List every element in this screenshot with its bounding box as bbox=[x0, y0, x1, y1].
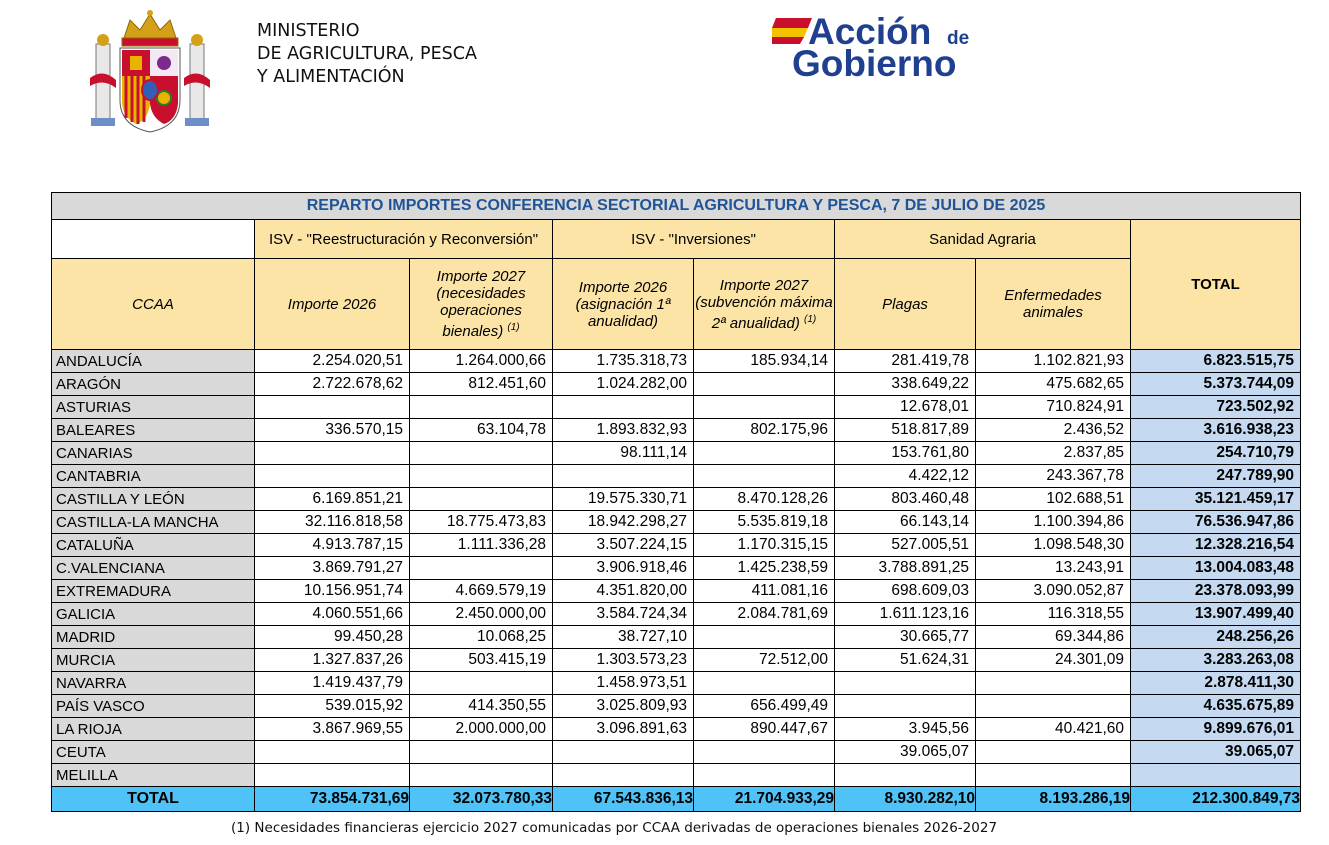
amount-cell bbox=[694, 396, 835, 419]
svg-text:de: de bbox=[947, 28, 970, 49]
ccaa-name: BALEARES bbox=[52, 419, 255, 442]
amount-cell bbox=[835, 672, 976, 695]
table-row bbox=[52, 350, 1301, 373]
amount-cell bbox=[976, 741, 1131, 764]
ccaa-name: LA RIOJA bbox=[52, 718, 255, 741]
amount-cell: 3.906.918,46 bbox=[553, 557, 694, 580]
col-subvencion-header bbox=[694, 259, 835, 350]
amount-cell: 243.367,78 bbox=[976, 465, 1131, 488]
table-row bbox=[52, 695, 1301, 718]
ministry-line-3: Y ALIMENTACIÓN bbox=[257, 67, 405, 87]
amount-cell: 4.422,12 bbox=[835, 465, 976, 488]
amount-cell: 63.104,78 bbox=[410, 419, 553, 442]
svg-text:Acción: Acción bbox=[808, 11, 932, 52]
amount-cell: 18.775.473,83 bbox=[410, 511, 553, 534]
amount-cell bbox=[976, 764, 1131, 787]
blank-header-cell bbox=[52, 220, 255, 259]
amount-cell: 2.837,85 bbox=[976, 442, 1131, 465]
amount-cell bbox=[410, 764, 553, 787]
table-title: REPARTO IMPORTES CONFERENCIA SECTORIAL AGRICULTURA Y PESCA, 7 DE JULIO DE 2025 bbox=[52, 193, 1301, 220]
row-total-cell: 723.502,92 bbox=[1131, 396, 1301, 419]
row-total-cell: 254.710,79 bbox=[1131, 442, 1301, 465]
table-row bbox=[52, 580, 1301, 603]
total-cell: 67.543.836,13 bbox=[553, 787, 694, 812]
amount-cell: 338.649,22 bbox=[835, 373, 976, 396]
amount-cell: 3.507.224,15 bbox=[553, 534, 694, 557]
row-total-cell: 76.536.947,86 bbox=[1131, 511, 1301, 534]
amount-cell: 3.945,56 bbox=[835, 718, 976, 741]
amount-cell: 812.451,60 bbox=[410, 373, 553, 396]
amount-cell: 39.065,07 bbox=[835, 741, 976, 764]
amount-cell: 475.682,65 bbox=[976, 373, 1131, 396]
amount-cell: 281.419,78 bbox=[835, 350, 976, 373]
amount-cell: 3.090.052,87 bbox=[976, 580, 1131, 603]
row-total-cell: 5.373.744,09 bbox=[1131, 373, 1301, 396]
amount-cell: 24.301,09 bbox=[976, 649, 1131, 672]
col-plagas-header: Plagas bbox=[835, 259, 976, 350]
ccaa-name: MADRID bbox=[52, 626, 255, 649]
row-total-cell: 6.823.515,75 bbox=[1131, 350, 1301, 373]
row-total-cell bbox=[1131, 764, 1301, 787]
amount-cell: 1.893.832,93 bbox=[553, 419, 694, 442]
row-total-cell: 12.328.216,54 bbox=[1131, 534, 1301, 557]
table-row bbox=[52, 718, 1301, 741]
amount-cell: 890.447,67 bbox=[694, 718, 835, 741]
amount-cell: 66.143,14 bbox=[835, 511, 976, 534]
amount-cell: 698.609,03 bbox=[835, 580, 976, 603]
amount-cell bbox=[255, 442, 410, 465]
row-total-cell: 39.065,07 bbox=[1131, 741, 1301, 764]
col-asignacion-header: Importe 2026 (asignación 1ª anualidad) bbox=[553, 259, 694, 350]
amount-cell: 99.450,28 bbox=[255, 626, 410, 649]
amount-cell: 539.015,92 bbox=[255, 695, 410, 718]
amount-cell: 803.460,48 bbox=[835, 488, 976, 511]
amount-cell: 2.722.678,62 bbox=[255, 373, 410, 396]
row-total-cell: 2.878.411,30 bbox=[1131, 672, 1301, 695]
amount-cell bbox=[410, 465, 553, 488]
amount-cell: 1.611.123,16 bbox=[835, 603, 976, 626]
amount-cell: 8.470.128,26 bbox=[694, 488, 835, 511]
row-total-cell: 247.789,90 bbox=[1131, 465, 1301, 488]
amount-cell: 518.817,89 bbox=[835, 419, 976, 442]
ministry-line-2: DE AGRICULTURA, PESCA bbox=[257, 44, 477, 64]
amount-cell bbox=[255, 741, 410, 764]
amount-cell: 3.867.969,55 bbox=[255, 718, 410, 741]
amount-cell bbox=[410, 741, 553, 764]
row-total-cell: 13.907.499,40 bbox=[1131, 603, 1301, 626]
row-total-cell: 248.256,26 bbox=[1131, 626, 1301, 649]
ccaa-name: GALICIA bbox=[52, 603, 255, 626]
row-total-cell: 4.635.675,89 bbox=[1131, 695, 1301, 718]
amount-cell bbox=[255, 764, 410, 787]
table-row bbox=[52, 373, 1301, 396]
amount-cell: 153.761,80 bbox=[835, 442, 976, 465]
footnote-ref: (1) bbox=[507, 322, 520, 333]
amount-cell: 4.913.787,15 bbox=[255, 534, 410, 557]
amount-cell: 1.303.573,23 bbox=[553, 649, 694, 672]
amount-cell: 4.060.551,66 bbox=[255, 603, 410, 626]
amount-cell: 72.512,00 bbox=[694, 649, 835, 672]
ccaa-name: ANDALUCÍA bbox=[52, 350, 255, 373]
amount-cell: 411.081,16 bbox=[694, 580, 835, 603]
table-row bbox=[52, 649, 1301, 672]
amount-cell bbox=[410, 396, 553, 419]
ministry-line-1: MINISTERIO bbox=[257, 21, 360, 41]
amount-cell: 10.068,25 bbox=[410, 626, 553, 649]
amount-cell: 30.665,77 bbox=[835, 626, 976, 649]
row-total-cell: 9.899.676,01 bbox=[1131, 718, 1301, 741]
amount-cell bbox=[694, 442, 835, 465]
col-enfermedades-header: Enfermedades animales bbox=[976, 259, 1131, 350]
ccaa-name: CANTABRIA bbox=[52, 465, 255, 488]
total-cell: 8.193.286,19 bbox=[976, 787, 1131, 812]
amount-cell bbox=[410, 488, 553, 511]
ccaa-name: C.VALENCIANA bbox=[52, 557, 255, 580]
amount-cell: 3.096.891,63 bbox=[553, 718, 694, 741]
ccaa-name: ARAGÓN bbox=[52, 373, 255, 396]
amount-cell: 710.824,91 bbox=[976, 396, 1131, 419]
amount-cell: 802.175,96 bbox=[694, 419, 835, 442]
amount-cell: 12.678,01 bbox=[835, 396, 976, 419]
table-row bbox=[52, 442, 1301, 465]
amount-cell bbox=[255, 465, 410, 488]
group-sanidad-agraria: Sanidad Agraria bbox=[835, 220, 1131, 259]
amount-cell bbox=[835, 695, 976, 718]
ministry-name bbox=[257, 20, 477, 89]
amount-cell: 38.727,10 bbox=[553, 626, 694, 649]
totals-label: TOTAL bbox=[52, 787, 255, 812]
table-row bbox=[52, 396, 1301, 419]
ccaa-name: MURCIA bbox=[52, 649, 255, 672]
footnote: (1) Necesidades financieras ejercicio 2027 comunicadas por CCAA derivadas de operaciones bienales 2026-2027 bbox=[231, 820, 998, 836]
footnote-ref: (1) bbox=[804, 313, 817, 325]
ccaa-name: CEUTA bbox=[52, 741, 255, 764]
spain-coat-of-arms-logo bbox=[88, 8, 212, 134]
amount-cell bbox=[976, 695, 1131, 718]
table-row bbox=[52, 557, 1301, 580]
table-row bbox=[52, 672, 1301, 695]
amount-cell: 3.025.809,93 bbox=[553, 695, 694, 718]
table-row bbox=[52, 764, 1301, 787]
col-subvencion-label: Importe 2027 (subvención máxima 2ª anualidad) bbox=[695, 276, 833, 332]
amount-cell: 527.005,51 bbox=[835, 534, 976, 557]
ccaa-name: EXTREMADURA bbox=[52, 580, 255, 603]
amount-cell: 1.264.000,66 bbox=[410, 350, 553, 373]
amount-cell: 13.243,91 bbox=[976, 557, 1131, 580]
amount-cell bbox=[694, 465, 835, 488]
amount-cell bbox=[553, 396, 694, 419]
amount-cell: 102.688,51 bbox=[976, 488, 1131, 511]
amount-cell bbox=[694, 741, 835, 764]
group-isv-inversiones: ISV - "Inversiones" bbox=[553, 220, 835, 259]
table-row bbox=[52, 603, 1301, 626]
amount-cell: 4.669.579,19 bbox=[410, 580, 553, 603]
group-isv-reestructuracion: ISV - "Reestructuración y Reconversión" bbox=[255, 220, 553, 259]
amount-cell bbox=[835, 764, 976, 787]
amount-cell bbox=[694, 373, 835, 396]
amount-cell: 1.170.315,15 bbox=[694, 534, 835, 557]
amount-cell bbox=[553, 764, 694, 787]
amount-cell bbox=[694, 672, 835, 695]
amount-cell: 503.415,19 bbox=[410, 649, 553, 672]
grand-total-cell: 212.300.849,73 bbox=[1131, 787, 1301, 812]
amount-cell bbox=[553, 741, 694, 764]
amount-cell: 51.624,31 bbox=[835, 649, 976, 672]
amount-cell: 1.458.973,51 bbox=[553, 672, 694, 695]
amount-cell: 2.000.000,00 bbox=[410, 718, 553, 741]
ccaa-name: CASTILLA-LA MANCHA bbox=[52, 511, 255, 534]
table-row bbox=[52, 465, 1301, 488]
row-total-cell: 13.004.083,48 bbox=[1131, 557, 1301, 580]
amount-cell: 1.327.837,26 bbox=[255, 649, 410, 672]
amount-cell: 4.351.820,00 bbox=[553, 580, 694, 603]
amount-cell: 1.100.394,86 bbox=[976, 511, 1131, 534]
amount-cell: 3.869.791,27 bbox=[255, 557, 410, 580]
amount-cell: 5.535.819,18 bbox=[694, 511, 835, 534]
amount-cell: 2.436,52 bbox=[976, 419, 1131, 442]
row-total-cell: 35.121.459,17 bbox=[1131, 488, 1301, 511]
col-importe-2026-header: Importe 2026 bbox=[255, 259, 410, 350]
row-total-cell: 3.283.263,08 bbox=[1131, 649, 1301, 672]
total-cell: 73.854.731,69 bbox=[255, 787, 410, 812]
amount-cell: 40.421,60 bbox=[976, 718, 1131, 741]
table-row bbox=[52, 741, 1301, 764]
amount-cell bbox=[694, 764, 835, 787]
ccaa-name: CATALUÑA bbox=[52, 534, 255, 557]
amount-cell bbox=[694, 626, 835, 649]
amount-cell: 18.942.298,27 bbox=[553, 511, 694, 534]
col-importe-2027-header bbox=[410, 259, 553, 350]
amount-cell: 6.169.851,21 bbox=[255, 488, 410, 511]
amount-cell: 414.350,55 bbox=[410, 695, 553, 718]
amount-cell: 3.584.724,34 bbox=[553, 603, 694, 626]
ccaa-name: ASTURIAS bbox=[52, 396, 255, 419]
amount-cell bbox=[410, 557, 553, 580]
total-cell: 21.704.933,29 bbox=[694, 787, 835, 812]
amount-cell: 98.111,14 bbox=[553, 442, 694, 465]
amount-cell bbox=[410, 672, 553, 695]
total-column-header: TOTAL bbox=[1131, 220, 1301, 350]
ccaa-name: PAÍS VASCO bbox=[52, 695, 255, 718]
table-body bbox=[52, 350, 1301, 787]
table-row bbox=[52, 626, 1301, 649]
col-importe-2027-label: Importe 2027 (necesidades operaciones bienales) bbox=[436, 268, 526, 340]
amount-cell: 1.111.336,28 bbox=[410, 534, 553, 557]
amount-cell: 19.575.330,71 bbox=[553, 488, 694, 511]
ccaa-name: NAVARRA bbox=[52, 672, 255, 695]
ccaa-name: MELILLA bbox=[52, 764, 255, 787]
amount-cell: 1.425.238,59 bbox=[694, 557, 835, 580]
table-row bbox=[52, 534, 1301, 557]
amount-cell: 336.570,15 bbox=[255, 419, 410, 442]
amount-cell: 1.024.282,00 bbox=[553, 373, 694, 396]
amount-cell: 10.156.951,74 bbox=[255, 580, 410, 603]
amount-cell: 1.098.548,30 bbox=[976, 534, 1131, 557]
amount-cell: 656.499,49 bbox=[694, 695, 835, 718]
total-cell: 32.073.780,33 bbox=[410, 787, 553, 812]
amount-cell: 2.254.020,51 bbox=[255, 350, 410, 373]
amount-cell: 116.318,55 bbox=[976, 603, 1131, 626]
amount-cell: 1.102.821,93 bbox=[976, 350, 1131, 373]
ccaa-header: CCAA bbox=[52, 259, 255, 350]
svg-text:Gobierno: Gobierno bbox=[792, 43, 957, 80]
amount-cell: 1.419.437,79 bbox=[255, 672, 410, 695]
amount-cell: 3.788.891,25 bbox=[835, 557, 976, 580]
accion-de-gobierno-logo bbox=[772, 8, 987, 80]
row-total-cell: 23.378.093,99 bbox=[1131, 580, 1301, 603]
amount-cell: 2.084.781,69 bbox=[694, 603, 835, 626]
ccaa-name: CANARIAS bbox=[52, 442, 255, 465]
amount-cell bbox=[255, 396, 410, 419]
table-row bbox=[52, 488, 1301, 511]
amount-cell: 69.344,86 bbox=[976, 626, 1131, 649]
distribution-table bbox=[51, 192, 1301, 812]
ccaa-name: CASTILLA Y LEÓN bbox=[52, 488, 255, 511]
amount-cell bbox=[976, 672, 1131, 695]
amount-cell bbox=[410, 442, 553, 465]
amount-cell: 2.450.000,00 bbox=[410, 603, 553, 626]
totals-row bbox=[52, 787, 1301, 812]
table-row bbox=[52, 419, 1301, 442]
amount-cell: 1.735.318,73 bbox=[553, 350, 694, 373]
row-total-cell: 3.616.938,23 bbox=[1131, 419, 1301, 442]
amount-cell: 185.934,14 bbox=[694, 350, 835, 373]
amount-cell: 32.116.818,58 bbox=[255, 511, 410, 534]
amount-cell bbox=[553, 465, 694, 488]
table-row bbox=[52, 511, 1301, 534]
total-cell: 8.930.282,10 bbox=[835, 787, 976, 812]
